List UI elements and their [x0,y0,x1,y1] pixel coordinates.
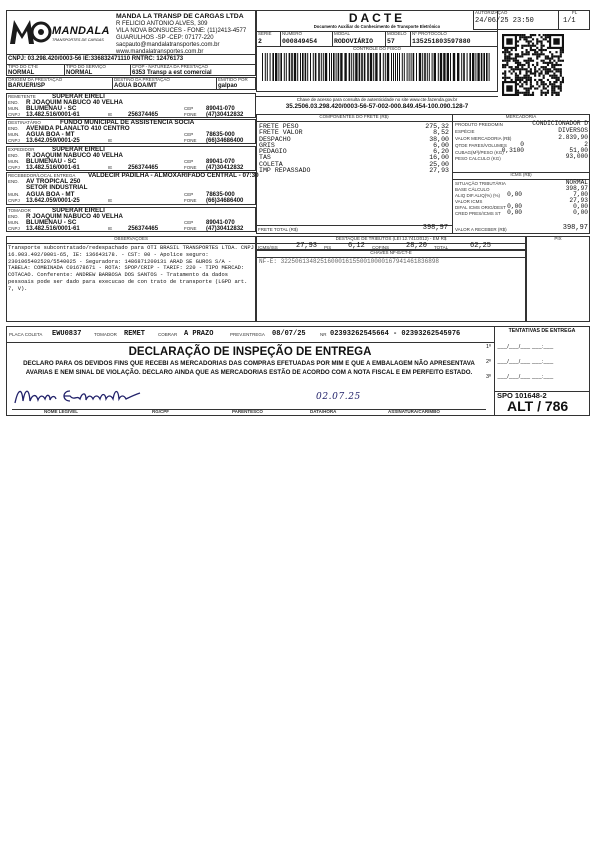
recebedor-mun-label: MUN. [8,192,20,197]
tentativa-ordinal: 2º [486,359,492,365]
chaves-title: CHAVES NF-E/CT-E [370,250,412,255]
aliquota-a-value: 0,00 [507,191,522,198]
tomador-name: SUPERAR EIRELI [52,207,105,214]
tentativa-blank: ___/___/___ ___:___ [497,359,554,365]
tomador-ie-label: IE [108,226,113,231]
expedidor-cep: 89041-070 [206,159,235,165]
placa-label: PLACA COLETA [9,332,43,337]
spo-code: SPO 101648-2 [497,391,547,400]
mercadoria-title: MERCADORIA [505,114,537,119]
aliquota-label: ALIQ DIF.ALIQ(%) (%) [455,193,501,198]
base-calculo-value: 398,97 [565,185,588,192]
frete-total-value: 398,97 [422,224,448,232]
rodape-tomador-value: REMET [124,330,146,338]
remetente-cep-label: CEP [184,106,194,111]
numero-value: 000849454 [282,38,318,45]
cobrar-value: A PRAZO [184,330,214,338]
origem-value: BARUERI/SP [8,83,46,89]
destino-label: DESTINO DA PRESTAÇÃO [114,77,170,82]
origem-label: ORIGEM DA PRESTAÇÃO [8,77,63,82]
issuer-name: MANDA LA TRANSP DE CARGAS LTDA [116,13,244,20]
declaracao-title: DECLARAÇÃO DE INSPEÇÃO DE ENTREGA [128,346,372,358]
recebedor-ie-label: IE [108,198,113,203]
tentativa-blank: ___/___/___ ___:___ [497,344,554,350]
valor-receber-label: VALOR A RECEBER (R$) [455,227,507,232]
access-key-barcode [262,53,492,81]
situacao-value: NORMAL [565,179,588,186]
tributo-total-value: 62,25 [470,242,492,250]
destinatario-mun: AGUA BOA - MT [26,131,75,138]
parentesco-label: PARENTESCO [232,409,263,414]
destinatario-ie-label: IE [108,138,113,143]
tipo-servico-label: TIPO DO SERVIÇO [66,64,106,69]
frete-total-label: FRETE TOTAL (R$) [258,227,298,232]
destinatario-end: AVENIDA PLANALTO 410 CENTRO [26,125,130,132]
cred-b-value: 0,00 [573,209,588,216]
tomador-fone-label: FONE [184,226,197,231]
tributo-cofins-label: COFINS [372,245,390,250]
recebedor-cep-label: CEP [184,192,194,197]
destinatario-cep: 78635-000 [206,132,235,138]
especie-label: ESPÉCIE [455,129,475,134]
nr-value: 02393262545664 - 02393262545976 [330,330,461,338]
tipo-servico-value: NORMAL [66,70,93,76]
frete-component-value: 16,00 [429,154,449,162]
protocolo-label: Nº PROTOCOLO [412,31,447,36]
recebedor-end2: SETOR INDUSTRIAL [26,184,88,191]
tentativa-slot[interactable] [486,374,590,380]
modelo-label: MODELO [387,31,407,36]
remetente-end: R JOAQUIM NABUCO 40 VELHA [26,99,123,106]
tributo-pis-value: 6,12 [348,242,365,250]
expedidor-ie-label: IE [108,165,113,170]
recebedor-name: VALDECIR PADILHA - ALMOXARIFADO CENTRAL - 07:30 [88,172,259,179]
icms-title: ICMS (R$) [510,172,532,177]
frete-component-name: GRIS [259,141,275,149]
rodape-tomador-label: TOMADOR [94,332,117,337]
remetente-ie: 256374465 [128,112,159,118]
issuer-cnpj-line: CNPJ: 03.298.420/0003-56 IE:336832471110 RNTRC: 12476173 [8,56,184,62]
destino-value: AGUA BOA/MT [114,83,157,89]
frete-component-name: IMP REPASSADO [259,167,311,175]
frete-component-value: 27,93 [429,167,449,175]
expedidor-mun-label: MUN. [8,159,20,164]
prev-entrega-value: 08/07/25 [272,330,306,338]
tributo-cofins-value: 28,20 [406,242,428,250]
difal-b-value: 0,00 [573,203,588,210]
expedidor-cnpj-label: CNPJ [8,165,20,170]
destinatario-fone-label: FONE [184,138,197,143]
qr-code [498,32,590,98]
tipo-cte-value: NORMAL [8,70,35,76]
tributo-pis-label: PIS [324,245,332,250]
remetente-label: REMETENTE [8,94,36,99]
cfop-value: 6353 Transp a est comercial [132,70,212,76]
recebedor-cep: 78635-000 [206,192,235,198]
remetente-mun-label: MUN. [8,106,20,111]
logo-text: MANDALA [52,25,110,37]
destinatario-fone: (66)34686400 [206,138,244,144]
frete-component-name: FRETE PESO [259,123,299,130]
remetente-fone: (47)30412832 [206,112,244,118]
produto-value: CONDICIONADOR D [532,120,588,127]
valor-mercadoria-label: VALOR MERCADORIA (R$) [455,136,512,141]
recebedor-mun: AGUA BOA - MT [26,191,75,198]
autorizacao-value: 24/06/25 23:50 [475,17,534,25]
frete-component-value: 38,00 [429,135,449,143]
tentativa-ordinal: 3º [486,374,492,380]
emitido-value: galpao [218,83,238,89]
frete-component-value: 6,20 [433,148,449,156]
peso-value: 51,00 [569,147,588,154]
modal-value: RODOVIÁRIO [334,38,374,45]
nr-label: NR [320,332,327,337]
issuer-email: sacpauto@mandalatransportes.com.br [116,42,220,48]
remetente-cnpj: 13.482.516/0001-61 [26,112,80,118]
pix-label: PIX [554,236,562,241]
autorizacao-label: AUTORIZAÇÃO [475,10,508,15]
remetente-fone-label: FONE [184,112,197,117]
especie-value: DIVERSOS [558,127,588,134]
expedidor-name: SUPERAR EIRELI [52,146,105,153]
tomador-label: TOMADOR [8,208,31,213]
frete-component-name: COLETA [259,160,283,168]
serie-label: SÉRIE [258,31,272,36]
modelo-value: 57 [387,38,395,45]
tomador-ie: 256374465 [128,226,159,232]
cobrar-label: COBRAR [158,332,178,337]
tipo-cte-label: TIPO DO CT-E [8,64,39,69]
issuer-city: GUARULHOS -SP -CEP: 07177-220 [116,35,214,41]
tomador-cnpj: 13.482.516/0001-61 [26,226,80,232]
remetente-name: SUPERAR EIRELI [52,93,105,100]
recebedor-cnpj-label: CNPJ [8,198,20,203]
situacao-label: SITUAÇÃO TRIBUTÁRIA [455,181,506,186]
handwritten-signature [12,383,152,409]
dacte-subtitle: Documento Auxiliar do Conhecimento de Transporte Eletrônico [313,24,441,29]
expedidor-fone-label: FONE [184,165,197,170]
tentativa-slot[interactable] [486,344,590,350]
frete-component-name: PEDAGIO [259,148,287,156]
frete-component-name: TAS [259,154,271,162]
tomador-cnpj-label: CNPJ [8,226,20,231]
frete-title: COMPONENTES DO FRETE (R$) [319,114,389,119]
frete-component-name: FRETE VALOR [259,129,303,137]
frete-component-value: 25,00 [429,160,449,168]
chave-acesso-value: 35.2506.03.298.420/0003-56-57-002-000.849.454-100.090.128-7 [285,103,469,110]
destinatario-cnpj-label: CNPJ [8,138,20,143]
fl-label: FL [572,10,578,15]
serie-value: 2 [258,38,262,45]
valor-mercadoria-value: 2.839,90 [558,134,588,141]
destinatario-mun-label: MUN. [8,132,20,137]
peso-calculo-label: PESO CALCULO (KG) [455,156,501,161]
cred-label: CRED PRES/ICMS ST [455,211,501,216]
fl-value: 1/1 [563,17,576,25]
pix-box [526,236,590,322]
frete-component-value: 6,00 [433,141,449,149]
logo-subtext: TRANSPORTES DE CARGAS [52,38,104,42]
observacoes-title: OBSERVAÇÕES [113,236,149,241]
expedidor-cep-label: CEP [184,159,194,164]
cubagem-value: 0,3100 [501,147,524,154]
tomador-fone: (47)30412832 [206,226,244,232]
remetente-end-label: END. [8,100,19,105]
issuer-street: R FELICIO ANTONIO ALVES, 309 [116,21,208,27]
base-calculo-label: BASE CÁLCULO [455,187,490,192]
remetente-ie-label: IE [108,112,113,117]
remetente-cnpj-label: CNPJ [8,112,20,117]
destinatario-cnpj: 13.642.059/0001-25 [26,138,80,144]
tomador-cep-label: CEP [184,220,194,225]
recebedor-cnpj: 13.642.059/0001-25 [26,198,80,204]
emitido-label: EMITIDO POR [218,77,248,82]
recebedor-label: RECEBEDOR/LOCAL ENTREGA [8,173,76,178]
rg-cpf-label: RG/CPF [152,409,170,414]
frete-component-value: 8,52 [433,129,449,137]
qtde-a-value: 0 [520,141,524,148]
destinatario-label: DESTINATÁRIO [8,120,41,125]
declaracao-text: DECLARO PARA OS DEVIDOS FINS QUE RECEBI AS MERCADORIAS DAS COMPRAS EFETUADAS POR MIM E QUE A EMBALAGEM NÃO APRESENTAVA AVARIAS E NEM SINAL DE VIOLAÇÃO. DECLARO AINDA QUE AS MERCADORIAS ESTÃO DE ACORDO COM A NOTA FISCAL E EM PERFEITO ESTADO. [23,360,475,376]
aliquota-b-value: 7,00 [573,191,588,198]
tomador-cep: 89041-070 [206,220,235,226]
tributo-icms-label: ICMS/ISS [258,245,278,250]
protocolo-value: 135251803597880 [412,38,471,45]
frete-components [259,123,449,173]
tentativa-slot[interactable] [486,359,590,365]
chave-note: Chave de acesso para consulta de autenticidade no site www.cte.fazenda.gov.br [296,97,458,102]
chaves-value: NF-E: 32250613482516000161550010000167941461836898 [259,258,440,265]
tomador-end: R JOAQUIM NABUCO 40 VELHA [26,213,123,220]
recebedor-end-label: END. [8,179,19,184]
difal-label: DIFAL ICMS ORIG/DEST [455,205,506,210]
recebedor-fone: (66)34686400 [206,198,244,204]
expedidor-end: R JOAQUIM NABUCO 40 VELHA [26,152,123,159]
tentativa-ordinal: 1º [486,344,492,350]
alt-code: ALT / 786 [507,398,569,414]
cfop-label: CFOP - NATUREZA DA PRESTAÇÃO [132,64,209,69]
dacte-title: DACTE [348,11,406,25]
valor-icms-label: VALOR ICMS [455,199,483,204]
expedidor-fone: (47)30412832 [206,165,244,171]
observacoes-text: Transporte subcontratado/redespachado para OTI BRASIL TRANSPORTES LTDA. CNPJ 16.903.492/0001-65, IE: 136643178. - CST: 00 - Apolice seguro: 2301065402520/5540025 - Seguradora: 1486871200131 ARAD SE GUROS S/A - TABELA: COMBINADA C01678671 - ROTA: SPOP/CRIP - TARIF: 220 - TIPO MERCAD: COTACAO. Conferente: ANDREW BARBOSA DOS SANTOS - Tratamento da dados pessoais pode ser dado para execucao de con trato de transporte (LGPD art. 7, V). [8,245,254,292]
tomador-mun: BLUMENAU - SC [26,219,77,226]
destinatario-end-label: END. [8,126,19,131]
data-hora-label: DATA/HORA [310,409,337,414]
modal-label: MODAL [334,31,351,36]
tomador-mun-label: MUN. [8,220,20,225]
destinatario-name: FUNDO MUNICIPAL DE ASSISTENCIA SOCIA [60,119,195,126]
valor-receber-value: 398,97 [562,224,588,232]
expedidor-cnpj: 13.482.516/0001-61 [26,165,80,171]
tentativa-blank: ___/___/___ ___:___ [497,374,554,380]
valor-icms-value: 27,93 [569,197,588,204]
peso-calculo-value: 93,000 [565,153,588,160]
difal-a-value: 0,00 [507,203,522,210]
assinatura-label: ASSINATURA/CARIMBO [388,409,440,414]
nome-legivel-label: NOME LEGÍVEL [44,409,79,414]
recebedor-end: AV TROPICAL 250 [26,178,81,185]
expedidor-end-label: END. [8,153,19,158]
remetente-cep: 89041-070 [206,106,235,112]
expedidor-mun: BLUMENAU - SC [26,158,77,165]
frete-component-value: 275,32 [425,123,449,130]
recebedor-fone-label: FONE [184,198,197,203]
controle-fisco-label: CONTROLE DO FISCO [352,46,401,51]
cubagem-label: CUBAG(M³)/PESO (KG) [455,150,504,155]
frete-component-name: DESPACHO [259,135,291,143]
tentativas-label: TENTATIVAS DE ENTREGA [508,328,576,334]
prev-entrega-label: PREV.ENTREGA [230,332,265,337]
cred-a-value: 0,00 [507,209,522,216]
frete-component-row [259,167,449,173]
company-logo [8,14,112,50]
tomador-end-label: END. [8,214,19,219]
expedidor-ie: 256374465 [128,165,159,171]
tributo-total-label: TOTAL [434,245,449,250]
destinatario-cep-label: CEP [184,132,194,137]
qtde-b-value: 2 [584,141,588,148]
issuer-district: VILA NOVA BONSUCES - FONE: (11)2413-4577 [116,28,247,34]
placa-value: EWU0837 [52,330,82,338]
expedidor-label: EXPEDIDOR [8,147,35,152]
remetente-mun: BLUMENAU - SC [26,105,77,112]
qtde-label: QTDE PARES/VOLUMES [455,143,507,148]
handwritten-date: 02.07.25 [316,392,361,402]
issuer-site: www.mandalatransportes.com.br [116,49,204,55]
numero-label: NÚMERO [282,31,302,36]
tributo-icms-value: 27,93 [296,242,318,250]
tributos-title: DESTAQUE DE TRIBUTOS (LEI 12.741/2012) - EM R$ [335,236,447,241]
produto-label: PRODUTO PREDOMIN [455,122,503,127]
